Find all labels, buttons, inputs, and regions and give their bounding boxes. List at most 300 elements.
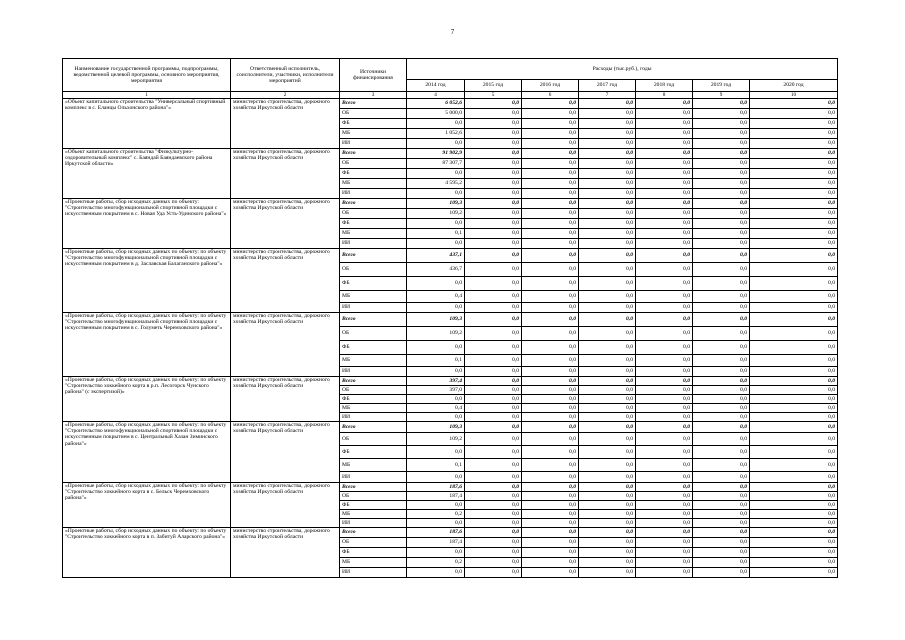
funding-source: ОБ	[340, 109, 407, 119]
expense-value: 187,6	[407, 483, 465, 492]
expense-value: 0,0	[636, 548, 693, 558]
table-body	[63, 99, 838, 578]
expense-value: 0,0	[465, 149, 522, 159]
expense-value: 0,0	[693, 422, 750, 433]
table-row	[63, 422, 838, 433]
expense-value: 0,0	[407, 119, 465, 129]
header-year: 2016 год	[522, 80, 579, 92]
expense-value: 0,0	[407, 519, 465, 528]
expense-value: 0,0	[636, 119, 693, 129]
expense-value: 4 595,2	[407, 179, 465, 189]
funding-source: ОБ	[340, 538, 407, 548]
column-number: 7	[579, 92, 636, 99]
expense-value: 0,0	[750, 209, 838, 219]
funding-source: ИИ	[340, 568, 407, 578]
expense-value: 0,0	[522, 159, 579, 169]
expense-value: 0,0	[522, 459, 579, 472]
expense-value: 0,0	[636, 139, 693, 149]
expense-value: 0,0	[693, 129, 750, 139]
expense-value: 0,0	[579, 229, 636, 239]
expense-value: 0,0	[636, 277, 693, 291]
expense-value: 0,0	[693, 568, 750, 578]
expense-value: 0,0	[465, 109, 522, 119]
expense-value: 0,4	[407, 404, 465, 413]
header-year: 2017 год	[579, 80, 636, 92]
expense-value: 0,0	[579, 179, 636, 189]
expense-value: 0,0	[465, 327, 522, 341]
expense-value: 109,2	[407, 209, 465, 219]
expense-value: 0,0	[465, 446, 522, 459]
funding-source: ИИ	[340, 519, 407, 528]
funding-source: ФБ	[340, 277, 407, 291]
expense-value: 0,0	[407, 446, 465, 459]
expense-value: 0,0	[579, 519, 636, 528]
expense-value: 0,0	[522, 229, 579, 239]
expense-value: 0,0	[693, 395, 750, 404]
expense-value: 0,0	[693, 510, 750, 519]
expense-value: 0,0	[522, 277, 579, 291]
expense-value: 109,2	[407, 433, 465, 446]
expense-value: 0,0	[693, 139, 750, 149]
expense-value: 0,0	[579, 355, 636, 367]
expense-value: 0,0	[522, 528, 579, 538]
expense-value: 0,0	[636, 367, 693, 377]
expense-value: 0,0	[465, 169, 522, 179]
funding-source: Всего	[340, 528, 407, 538]
expense-value: 0,0	[465, 249, 522, 263]
expense-value: 0,0	[579, 149, 636, 159]
expense-value: 0,0	[693, 501, 750, 510]
expense-value: 0,0	[693, 291, 750, 303]
expense-value: 0,0	[522, 99, 579, 109]
expense-value: 0,0	[522, 519, 579, 528]
expense-value: 109,2	[407, 327, 465, 341]
expense-value: 0,0	[465, 459, 522, 472]
expense-value: 0,0	[693, 249, 750, 263]
expense-value: 0,0	[579, 459, 636, 472]
expense-value: 0,0	[750, 548, 838, 558]
expense-value: 0,0	[693, 277, 750, 291]
page-number: 7	[450, 28, 455, 36]
expense-value: 0,0	[693, 492, 750, 501]
expense-value: 0,0	[636, 568, 693, 578]
expense-value: 0,0	[693, 109, 750, 119]
expense-value: 0,0	[750, 355, 838, 367]
table-row	[63, 483, 838, 492]
expense-value: 0,0	[579, 239, 636, 249]
item-executor: министерство строительства, дорожного хозяйства Иркутской области	[231, 99, 340, 149]
item-executor: министерство строительства, дорожного хозяйства Иркутской области	[231, 149, 340, 199]
expense-value: 0,0	[465, 179, 522, 189]
expense-value: 0,0	[522, 169, 579, 179]
table-row	[63, 313, 838, 327]
expense-value: 0,0	[693, 404, 750, 413]
expense-value: 0,0	[522, 109, 579, 119]
expense-value: 0,0	[750, 528, 838, 538]
expense-value: 0,0	[579, 159, 636, 169]
expense-value: 0,0	[579, 199, 636, 209]
expense-value: 0,0	[522, 483, 579, 492]
expense-value: 0,0	[465, 519, 522, 528]
table-row	[63, 149, 838, 159]
funding-source: ОБ	[340, 209, 407, 219]
funding-source: Всего	[340, 149, 407, 159]
expense-value: 0,0	[522, 129, 579, 139]
funding-source: ИИ	[340, 239, 407, 249]
expense-value: 0,0	[465, 558, 522, 568]
expense-value: 0,0	[636, 459, 693, 472]
expense-value: 87 307,7	[407, 159, 465, 169]
funding-source: Всего	[340, 422, 407, 433]
expense-value: 0,0	[522, 538, 579, 548]
expense-value: 0,0	[407, 548, 465, 558]
header-year: 2020 год	[750, 80, 838, 92]
expense-value: 0,0	[407, 189, 465, 199]
expense-value: 0,0	[465, 413, 522, 422]
expense-value: 0,0	[693, 263, 750, 277]
column-number: 9	[693, 92, 750, 99]
expense-value: 0,0	[693, 528, 750, 538]
expense-value: 0,0	[522, 239, 579, 249]
expense-value: 0,0	[750, 239, 838, 249]
expense-value: 0,0	[579, 510, 636, 519]
expense-value: 0,0	[579, 139, 636, 149]
expense-value: 0,0	[579, 422, 636, 433]
expense-value: 0,0	[750, 459, 838, 472]
expense-value: 0,0	[522, 189, 579, 199]
item-description: «Проектные работы, сбор исходных данных по объекту: по объекту "Строительство многофункциональной спортивной площадки с искусственным покрытием в с. Центральный Хазан Зиминского района"»	[63, 422, 231, 483]
expense-value: 0,0	[579, 99, 636, 109]
expense-value: 0,0	[465, 472, 522, 483]
expense-value: 0,0	[636, 538, 693, 548]
expense-value: 397,4	[407, 377, 465, 386]
expense-value: 0,0	[579, 169, 636, 179]
expense-value: 0,0	[579, 528, 636, 538]
expense-value: 0,0	[636, 558, 693, 568]
expense-value: 0,0	[579, 548, 636, 558]
expense-value: 0,0	[750, 501, 838, 510]
expense-value: 0,0	[465, 395, 522, 404]
expense-value: 0,0	[693, 548, 750, 558]
expense-value: 0,0	[465, 159, 522, 169]
expense-value: 0,0	[522, 422, 579, 433]
item-executor: министерство строительства, дорожного хозяйства Иркутской области	[231, 199, 340, 249]
expense-value: 0,0	[636, 249, 693, 263]
expense-value: 0,0	[579, 303, 636, 313]
table-row	[63, 99, 838, 109]
expense-value: 0,0	[407, 277, 465, 291]
expense-value: 0,0	[636, 239, 693, 249]
expense-value: 0,0	[522, 313, 579, 327]
expense-value: 0,0	[693, 239, 750, 249]
expense-value: 0,0	[636, 433, 693, 446]
expense-value: 436,7	[407, 263, 465, 277]
expense-value: 0,0	[636, 501, 693, 510]
expense-value: 0,0	[750, 169, 838, 179]
expense-value: 0,0	[693, 303, 750, 313]
expense-value: 0,0	[693, 149, 750, 159]
expense-value: 0,1	[407, 355, 465, 367]
expense-value: 0,0	[636, 510, 693, 519]
expense-value: 0,0	[522, 446, 579, 459]
expense-value: 0,0	[750, 404, 838, 413]
expense-value: 0,0	[636, 199, 693, 209]
expense-value: 0,0	[693, 519, 750, 528]
expense-value: 0,0	[465, 189, 522, 199]
expense-value: 0,0	[693, 377, 750, 386]
expense-value: 0,0	[579, 404, 636, 413]
funding-source: Всего	[340, 199, 407, 209]
expense-value: 187,6	[407, 528, 465, 538]
funding-source: ФБ	[340, 341, 407, 355]
column-number: 10	[750, 92, 838, 99]
expense-value: 109,3	[407, 313, 465, 327]
item-description: «Проектные работы, сбор исходных данных по объекту: по объекту "Строительство хоккейного корта в с. Бельск Черемховского района"»	[63, 483, 231, 528]
expense-value: 0,0	[636, 303, 693, 313]
expense-value: 0,0	[465, 313, 522, 327]
expense-value: 0,0	[465, 386, 522, 395]
expense-value: 0,0	[636, 109, 693, 119]
expense-value: 5 000,0	[407, 109, 465, 119]
expense-value: 0,0	[522, 377, 579, 386]
expense-value: 0,0	[465, 538, 522, 548]
item-description: «Проектные работы, сбор исходных данных по объекту: по объекту "Строительство хоккейного корта в р.п. Лесогорск Чунского района" (с экспертизой)»	[63, 377, 231, 422]
expense-value: 0,0	[465, 277, 522, 291]
expense-value: 187,4	[407, 538, 465, 548]
expense-value: 0,0	[579, 386, 636, 395]
expense-value: 0,0	[407, 413, 465, 422]
expense-value: 0,1	[407, 229, 465, 239]
expense-value: 0,0	[407, 239, 465, 249]
expense-value: 0,0	[465, 483, 522, 492]
expense-value: 0,0	[579, 189, 636, 199]
expense-value: 0,0	[750, 219, 838, 229]
expense-value: 0,0	[636, 341, 693, 355]
expense-value: 0,0	[579, 501, 636, 510]
funding-source: ОБ	[340, 327, 407, 341]
expense-value: 0,0	[750, 139, 838, 149]
expense-value: 0,0	[636, 179, 693, 189]
expense-value: 0,0	[465, 510, 522, 519]
expense-value: 0,0	[750, 199, 838, 209]
funding-source: ОБ	[340, 492, 407, 501]
expense-value: 0,0	[465, 548, 522, 558]
expense-value: 0,0	[693, 189, 750, 199]
expense-value: 0,4	[407, 291, 465, 303]
expense-value: 0,0	[465, 129, 522, 139]
expense-value: 0,0	[579, 413, 636, 422]
expense-value: 0,0	[579, 277, 636, 291]
expense-value: 0,0	[693, 472, 750, 483]
expense-value: 0,0	[750, 291, 838, 303]
expense-value: 0,0	[522, 249, 579, 263]
expense-value: 0,0	[693, 219, 750, 229]
funding-source: ИИ	[340, 472, 407, 483]
funding-source: МБ	[340, 558, 407, 568]
column-number: 3	[340, 92, 407, 99]
header-year: 2018 год	[636, 80, 693, 92]
funding-source: Всего	[340, 377, 407, 386]
expense-value: 0,0	[750, 519, 838, 528]
header-expenses: Расходы (тыс.руб.), годы	[407, 59, 838, 80]
expense-value: 0,0	[407, 367, 465, 377]
item-executor: министерство строительства, дорожного хозяйства Иркутской области	[231, 313, 340, 377]
expense-value: 0,0	[522, 558, 579, 568]
expense-value: 0,0	[579, 291, 636, 303]
item-description: «Проектные работы, сбор исходных данных по объекту: по объекту "Строительство многофункциональной спортивной площадки с искусственным покрытием в д. Заславская Балаганского района"»	[63, 249, 231, 313]
expense-value: 0,0	[579, 395, 636, 404]
expense-value: 0,0	[522, 472, 579, 483]
expense-value: 0,0	[579, 492, 636, 501]
expense-value: 0,0	[636, 422, 693, 433]
expense-value: 0,0	[693, 433, 750, 446]
funding-source: МБ	[340, 129, 407, 139]
funding-source: ФБ	[340, 548, 407, 558]
expense-value: 0,0	[636, 377, 693, 386]
item-executor: министерство строительства, дорожного хозяйства Иркутской области	[231, 422, 340, 483]
expense-value: 0,0	[750, 149, 838, 159]
expense-value: 0,0	[750, 313, 838, 327]
column-number: 5	[465, 92, 522, 99]
funding-source: ФБ	[340, 501, 407, 510]
expense-value: 0,0	[750, 386, 838, 395]
expense-value: 0,0	[750, 189, 838, 199]
expense-value: 0,0	[407, 568, 465, 578]
expense-value: 0,0	[522, 548, 579, 558]
table-row	[63, 377, 838, 386]
funding-source: ИИ	[340, 303, 407, 313]
table-row	[63, 249, 838, 263]
funding-source: МБ	[340, 355, 407, 367]
expense-value: 0,0	[407, 472, 465, 483]
expense-value: 0,2	[407, 510, 465, 519]
expense-value: 0,0	[522, 179, 579, 189]
expense-value: 0,0	[693, 99, 750, 109]
expense-value: 437,1	[407, 249, 465, 263]
expense-value: 0,0	[465, 139, 522, 149]
expense-value: 0,0	[636, 528, 693, 538]
expense-value: 0,0	[465, 303, 522, 313]
expense-value: 109,3	[407, 422, 465, 433]
expense-value: 91 902,9	[407, 149, 465, 159]
item-description: «Объект капитального строительства "Физкультурно-оздоровительный комплекс" с. Баяндай Баяндаевского района Иркутской области»	[63, 149, 231, 199]
expense-value: 0,0	[693, 199, 750, 209]
item-description: «Проектные работы, сбор исходных данных по объекту: по объекту "Строительство хоккейного корта в п. Забитуй Аларского района"»	[63, 528, 231, 578]
expense-value: 0,0	[636, 395, 693, 404]
expense-value: 0,0	[407, 395, 465, 404]
expense-value: 0,0	[465, 492, 522, 501]
expense-value: 0,0	[750, 303, 838, 313]
expense-value: 0,0	[407, 219, 465, 229]
table-row	[63, 199, 838, 209]
expense-value: 0,0	[636, 291, 693, 303]
expense-value: 0,0	[465, 501, 522, 510]
expense-value: 0,0	[750, 249, 838, 263]
expense-value: 0,0	[465, 377, 522, 386]
expense-value: 0,0	[750, 422, 838, 433]
item-description: «Проектные работы, сбор исходных данных по объекту: "Строительство многофункциональной спортивной площадки с искусственным покрытием в с. Новая Уда Усть-Удинского района"»	[63, 199, 231, 249]
table-row	[63, 528, 838, 538]
funding-source: МБ	[340, 291, 407, 303]
funding-source: Всего	[340, 249, 407, 263]
expense-value: 0,0	[750, 341, 838, 355]
expense-value: 0,0	[750, 327, 838, 341]
expense-value: 0,0	[636, 413, 693, 422]
expense-value: 0,0	[750, 446, 838, 459]
item-executor: министерство строительства, дорожного хозяйства Иркутской области	[231, 377, 340, 422]
header-year: 2014 год	[407, 80, 465, 92]
expense-value: 0,0	[522, 404, 579, 413]
expense-value: 0,0	[636, 169, 693, 179]
expense-value: 0,0	[465, 291, 522, 303]
expense-value: 0,0	[693, 229, 750, 239]
expense-value: 0,0	[522, 568, 579, 578]
expense-value: 0,0	[636, 149, 693, 159]
expense-value: 397,0	[407, 386, 465, 395]
header-year: 2019 год	[693, 80, 750, 92]
expense-value: 0,0	[522, 413, 579, 422]
expense-value: 0,0	[636, 229, 693, 239]
expense-value: 0,0	[750, 568, 838, 578]
expense-value: 0,0	[465, 119, 522, 129]
expense-value: 0,0	[579, 341, 636, 355]
expense-value: 0,0	[750, 510, 838, 519]
column-number: 4	[407, 92, 465, 99]
expense-value: 0,0	[750, 433, 838, 446]
expense-value: 0,0	[750, 129, 838, 139]
expense-value: 0,0	[407, 139, 465, 149]
funding-source: МБ	[340, 179, 407, 189]
expense-value: 0,0	[636, 263, 693, 277]
expense-value: 0,0	[636, 159, 693, 169]
expense-value: 0,0	[693, 209, 750, 219]
expense-value: 0,0	[465, 239, 522, 249]
funding-source: ФБ	[340, 395, 407, 404]
expense-value: 0,0	[579, 377, 636, 386]
expense-value: 0,0	[465, 263, 522, 277]
funding-source: ОБ	[340, 159, 407, 169]
expense-value: 1 052,6	[407, 129, 465, 139]
expense-value: 0,0	[465, 404, 522, 413]
funding-source: ФБ	[340, 119, 407, 129]
funding-source: МБ	[340, 404, 407, 413]
funding-source: ИИ	[340, 189, 407, 199]
expense-value: 0,0	[579, 568, 636, 578]
expense-value: 0,0	[579, 327, 636, 341]
item-executor: министерство строительства, дорожного хозяйства Иркутской области	[231, 483, 340, 528]
expense-value: 0,0	[522, 341, 579, 355]
expense-value: 0,0	[522, 149, 579, 159]
expense-value: 0,0	[636, 219, 693, 229]
header-executor: Ответственный исполнитель, соисполнители, участники, исполнители мероприятий	[231, 59, 340, 92]
expense-value: 0,0	[579, 209, 636, 219]
funding-source: ИИ	[340, 413, 407, 422]
expense-value: 0,0	[636, 355, 693, 367]
expense-value: 0,0	[579, 249, 636, 263]
expense-value: 0,0	[522, 291, 579, 303]
expense-value: 0,0	[465, 528, 522, 538]
expense-value: 0,0	[636, 472, 693, 483]
expense-value: 0,0	[636, 404, 693, 413]
expense-value: 0,0	[522, 510, 579, 519]
expense-value: 0,0	[465, 229, 522, 239]
expense-value: 0,0	[636, 189, 693, 199]
expense-value: 109,3	[407, 199, 465, 209]
expense-value: 0,0	[750, 483, 838, 492]
expense-value: 0,0	[693, 159, 750, 169]
expense-value: 0,0	[693, 538, 750, 548]
expense-value: 0,0	[407, 501, 465, 510]
